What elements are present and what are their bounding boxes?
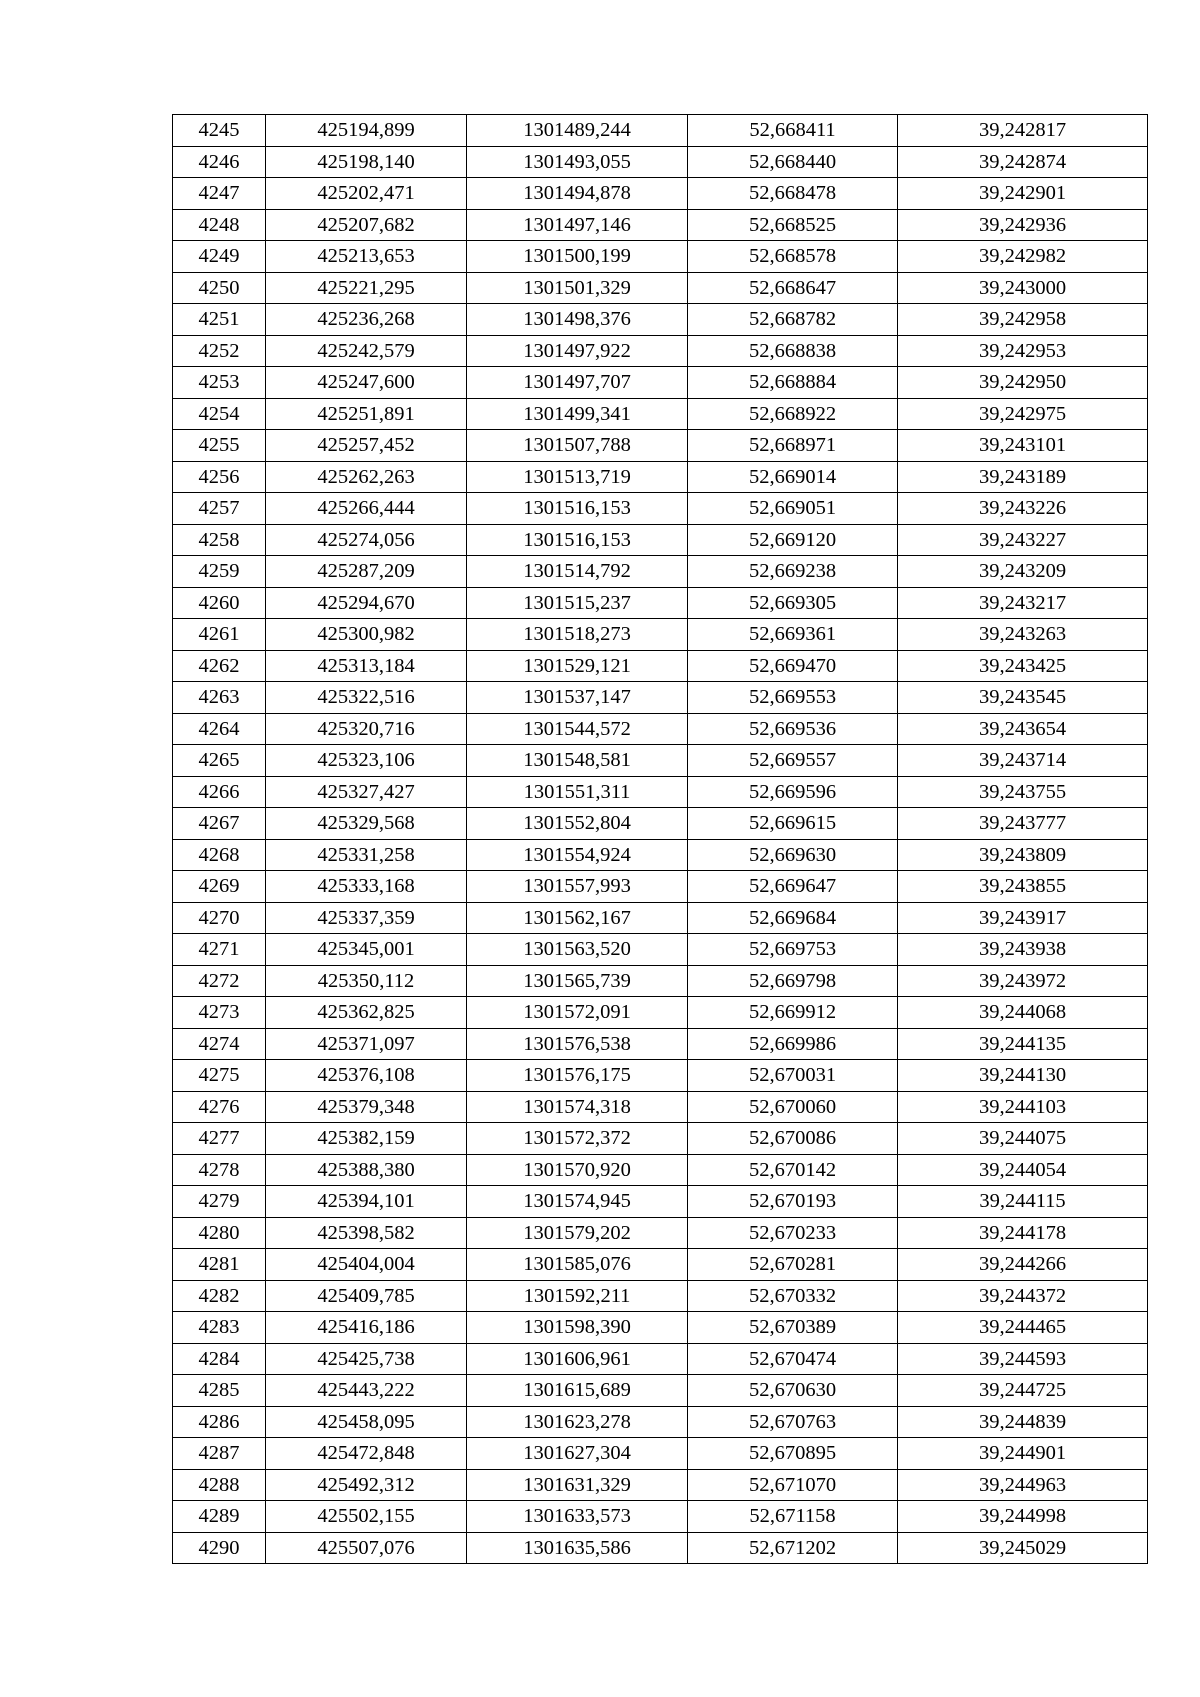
y-coordinate-cell: 1301513,719 xyxy=(467,461,688,493)
table-row xyxy=(173,556,1148,588)
y-coordinate-cell: 1301631,329 xyxy=(467,1469,688,1501)
latitude-cell: 52,671070 xyxy=(688,1469,898,1501)
table-row xyxy=(173,839,1148,871)
x-coordinate-cell: 425322,516 xyxy=(266,682,467,714)
point-number-cell: 4288 xyxy=(173,1469,266,1501)
latitude-cell: 52,669596 xyxy=(688,776,898,808)
y-coordinate-cell: 1301572,372 xyxy=(467,1123,688,1155)
table-row xyxy=(173,997,1148,1029)
point-number-cell: 4267 xyxy=(173,808,266,840)
point-number-cell: 4279 xyxy=(173,1186,266,1218)
latitude-cell: 52,670895 xyxy=(688,1438,898,1470)
longitude-cell: 39,242817 xyxy=(898,115,1148,147)
longitude-cell: 39,244725 xyxy=(898,1375,1148,1407)
longitude-cell: 39,244130 xyxy=(898,1060,1148,1092)
table-row xyxy=(173,1375,1148,1407)
x-coordinate-cell: 425323,106 xyxy=(266,745,467,777)
latitude-cell: 52,669238 xyxy=(688,556,898,588)
latitude-cell: 52,669753 xyxy=(688,934,898,966)
longitude-cell: 39,243917 xyxy=(898,902,1148,934)
table-row xyxy=(173,1217,1148,1249)
latitude-cell: 52,670389 xyxy=(688,1312,898,1344)
longitude-cell: 39,244593 xyxy=(898,1343,1148,1375)
table-row xyxy=(173,461,1148,493)
longitude-cell: 39,244103 xyxy=(898,1091,1148,1123)
point-number-cell: 4290 xyxy=(173,1532,266,1564)
x-coordinate-cell: 425313,184 xyxy=(266,650,467,682)
x-coordinate-cell: 425236,268 xyxy=(266,304,467,336)
longitude-cell: 39,242958 xyxy=(898,304,1148,336)
y-coordinate-cell: 1301615,689 xyxy=(467,1375,688,1407)
x-coordinate-cell: 425443,222 xyxy=(266,1375,467,1407)
table-row xyxy=(173,367,1148,399)
longitude-cell: 39,242936 xyxy=(898,209,1148,241)
y-coordinate-cell: 1301497,146 xyxy=(467,209,688,241)
y-coordinate-cell: 1301563,520 xyxy=(467,934,688,966)
latitude-cell: 52,670086 xyxy=(688,1123,898,1155)
table-row xyxy=(173,272,1148,304)
longitude-cell: 39,243938 xyxy=(898,934,1148,966)
y-coordinate-cell: 1301627,304 xyxy=(467,1438,688,1470)
point-number-cell: 4272 xyxy=(173,965,266,997)
longitude-cell: 39,243101 xyxy=(898,430,1148,462)
point-number-cell: 4249 xyxy=(173,241,266,273)
longitude-cell: 39,244068 xyxy=(898,997,1148,1029)
latitude-cell: 52,668411 xyxy=(688,115,898,147)
table-row xyxy=(173,146,1148,178)
y-coordinate-cell: 1301548,581 xyxy=(467,745,688,777)
x-coordinate-cell: 425331,258 xyxy=(266,839,467,871)
x-coordinate-cell: 425425,738 xyxy=(266,1343,467,1375)
latitude-cell: 52,669986 xyxy=(688,1028,898,1060)
y-coordinate-cell: 1301489,244 xyxy=(467,115,688,147)
latitude-cell: 52,669120 xyxy=(688,524,898,556)
longitude-cell: 39,243755 xyxy=(898,776,1148,808)
point-number-cell: 4277 xyxy=(173,1123,266,1155)
longitude-cell: 39,243263 xyxy=(898,619,1148,651)
latitude-cell: 52,670332 xyxy=(688,1280,898,1312)
y-coordinate-cell: 1301500,199 xyxy=(467,241,688,273)
latitude-cell: 52,669647 xyxy=(688,871,898,903)
latitude-cell: 52,669630 xyxy=(688,839,898,871)
point-number-cell: 4289 xyxy=(173,1501,266,1533)
point-number-cell: 4280 xyxy=(173,1217,266,1249)
y-coordinate-cell: 1301562,167 xyxy=(467,902,688,934)
y-coordinate-cell: 1301623,278 xyxy=(467,1406,688,1438)
latitude-cell: 52,670233 xyxy=(688,1217,898,1249)
x-coordinate-cell: 425247,600 xyxy=(266,367,467,399)
latitude-cell: 52,668440 xyxy=(688,146,898,178)
x-coordinate-cell: 425213,653 xyxy=(266,241,467,273)
x-coordinate-cell: 425300,982 xyxy=(266,619,467,651)
table-row xyxy=(173,1532,1148,1564)
table-row xyxy=(173,1406,1148,1438)
table-row xyxy=(173,493,1148,525)
y-coordinate-cell: 1301570,920 xyxy=(467,1154,688,1186)
x-coordinate-cell: 425194,899 xyxy=(266,115,467,147)
x-coordinate-cell: 425502,155 xyxy=(266,1501,467,1533)
y-coordinate-cell: 1301552,804 xyxy=(467,808,688,840)
latitude-cell: 52,669470 xyxy=(688,650,898,682)
longitude-cell: 39,244465 xyxy=(898,1312,1148,1344)
x-coordinate-cell: 425416,186 xyxy=(266,1312,467,1344)
y-coordinate-cell: 1301501,329 xyxy=(467,272,688,304)
longitude-cell: 39,244901 xyxy=(898,1438,1148,1470)
point-number-cell: 4257 xyxy=(173,493,266,525)
y-coordinate-cell: 1301507,788 xyxy=(467,430,688,462)
y-coordinate-cell: 1301518,273 xyxy=(467,619,688,651)
longitude-cell: 39,242975 xyxy=(898,398,1148,430)
y-coordinate-cell: 1301498,376 xyxy=(467,304,688,336)
point-number-cell: 4247 xyxy=(173,178,266,210)
latitude-cell: 52,670763 xyxy=(688,1406,898,1438)
longitude-cell: 39,243714 xyxy=(898,745,1148,777)
point-number-cell: 4281 xyxy=(173,1249,266,1281)
table-row xyxy=(173,1501,1148,1533)
y-coordinate-cell: 1301551,311 xyxy=(467,776,688,808)
latitude-cell: 52,669557 xyxy=(688,745,898,777)
latitude-cell: 52,668884 xyxy=(688,367,898,399)
x-coordinate-cell: 425251,891 xyxy=(266,398,467,430)
x-coordinate-cell: 425287,209 xyxy=(266,556,467,588)
x-coordinate-cell: 425472,848 xyxy=(266,1438,467,1470)
x-coordinate-cell: 425274,056 xyxy=(266,524,467,556)
point-number-cell: 4259 xyxy=(173,556,266,588)
table-row xyxy=(173,115,1148,147)
x-coordinate-cell: 425362,825 xyxy=(266,997,467,1029)
longitude-cell: 39,245029 xyxy=(898,1532,1148,1564)
latitude-cell: 52,669361 xyxy=(688,619,898,651)
latitude-cell: 52,669051 xyxy=(688,493,898,525)
table-row xyxy=(173,1312,1148,1344)
latitude-cell: 52,668782 xyxy=(688,304,898,336)
y-coordinate-cell: 1301574,945 xyxy=(467,1186,688,1218)
longitude-cell: 39,243226 xyxy=(898,493,1148,525)
point-number-cell: 4245 xyxy=(173,115,266,147)
x-coordinate-cell: 425329,568 xyxy=(266,808,467,840)
longitude-cell: 39,243777 xyxy=(898,808,1148,840)
latitude-cell: 52,669553 xyxy=(688,682,898,714)
latitude-cell: 52,669536 xyxy=(688,713,898,745)
y-coordinate-cell: 1301516,153 xyxy=(467,524,688,556)
latitude-cell: 52,669305 xyxy=(688,587,898,619)
y-coordinate-cell: 1301606,961 xyxy=(467,1343,688,1375)
x-coordinate-cell: 425333,168 xyxy=(266,871,467,903)
x-coordinate-cell: 425207,682 xyxy=(266,209,467,241)
table-row xyxy=(173,682,1148,714)
point-number-cell: 4284 xyxy=(173,1343,266,1375)
table-row xyxy=(173,1249,1148,1281)
x-coordinate-cell: 425394,101 xyxy=(266,1186,467,1218)
point-number-cell: 4275 xyxy=(173,1060,266,1092)
y-coordinate-cell: 1301554,924 xyxy=(467,839,688,871)
longitude-cell: 39,243545 xyxy=(898,682,1148,714)
point-number-cell: 4262 xyxy=(173,650,266,682)
latitude-cell: 52,668525 xyxy=(688,209,898,241)
latitude-cell: 52,668838 xyxy=(688,335,898,367)
point-number-cell: 4263 xyxy=(173,682,266,714)
longitude-cell: 39,244054 xyxy=(898,1154,1148,1186)
latitude-cell: 52,668647 xyxy=(688,272,898,304)
table-row xyxy=(173,1186,1148,1218)
x-coordinate-cell: 425409,785 xyxy=(266,1280,467,1312)
longitude-cell: 39,244115 xyxy=(898,1186,1148,1218)
table-row xyxy=(173,1060,1148,1092)
point-number-cell: 4285 xyxy=(173,1375,266,1407)
latitude-cell: 52,670630 xyxy=(688,1375,898,1407)
longitude-cell: 39,243217 xyxy=(898,587,1148,619)
x-coordinate-cell: 425382,159 xyxy=(266,1123,467,1155)
latitude-cell: 52,670031 xyxy=(688,1060,898,1092)
table-row xyxy=(173,587,1148,619)
longitude-cell: 39,244963 xyxy=(898,1469,1148,1501)
table-row xyxy=(173,650,1148,682)
table-row xyxy=(173,1154,1148,1186)
latitude-cell: 52,670142 xyxy=(688,1154,898,1186)
table-row xyxy=(173,776,1148,808)
table-row xyxy=(173,1123,1148,1155)
x-coordinate-cell: 425266,444 xyxy=(266,493,467,525)
longitude-cell: 39,242874 xyxy=(898,146,1148,178)
longitude-cell: 39,244998 xyxy=(898,1501,1148,1533)
x-coordinate-cell: 425262,263 xyxy=(266,461,467,493)
latitude-cell: 52,671158 xyxy=(688,1501,898,1533)
latitude-cell: 52,670193 xyxy=(688,1186,898,1218)
longitude-cell: 39,243972 xyxy=(898,965,1148,997)
x-coordinate-cell: 425371,097 xyxy=(266,1028,467,1060)
y-coordinate-cell: 1301565,739 xyxy=(467,965,688,997)
latitude-cell: 52,668578 xyxy=(688,241,898,273)
y-coordinate-cell: 1301598,390 xyxy=(467,1312,688,1344)
x-coordinate-cell: 425257,452 xyxy=(266,430,467,462)
latitude-cell: 52,670281 xyxy=(688,1249,898,1281)
x-coordinate-cell: 425221,295 xyxy=(266,272,467,304)
table-row xyxy=(173,398,1148,430)
table-row xyxy=(173,335,1148,367)
point-number-cell: 4253 xyxy=(173,367,266,399)
longitude-cell: 39,242901 xyxy=(898,178,1148,210)
table-row xyxy=(173,430,1148,462)
table-row xyxy=(173,1028,1148,1060)
x-coordinate-cell: 425404,004 xyxy=(266,1249,467,1281)
y-coordinate-cell: 1301635,586 xyxy=(467,1532,688,1564)
table-row xyxy=(173,934,1148,966)
x-coordinate-cell: 425398,582 xyxy=(266,1217,467,1249)
point-number-cell: 4254 xyxy=(173,398,266,430)
latitude-cell: 52,670474 xyxy=(688,1343,898,1375)
point-number-cell: 4269 xyxy=(173,871,266,903)
latitude-cell: 52,669684 xyxy=(688,902,898,934)
latitude-cell: 52,668971 xyxy=(688,430,898,462)
x-coordinate-cell: 425388,380 xyxy=(266,1154,467,1186)
longitude-cell: 39,244372 xyxy=(898,1280,1148,1312)
latitude-cell: 52,668922 xyxy=(688,398,898,430)
table-row xyxy=(173,713,1148,745)
point-number-cell: 4251 xyxy=(173,304,266,336)
table-row xyxy=(173,619,1148,651)
point-number-cell: 4266 xyxy=(173,776,266,808)
x-coordinate-cell: 425492,312 xyxy=(266,1469,467,1501)
latitude-cell: 52,670060 xyxy=(688,1091,898,1123)
longitude-cell: 39,243227 xyxy=(898,524,1148,556)
point-number-cell: 4270 xyxy=(173,902,266,934)
point-number-cell: 4246 xyxy=(173,146,266,178)
latitude-cell: 52,671202 xyxy=(688,1532,898,1564)
point-number-cell: 4287 xyxy=(173,1438,266,1470)
y-coordinate-cell: 1301576,538 xyxy=(467,1028,688,1060)
point-number-cell: 4283 xyxy=(173,1312,266,1344)
longitude-cell: 39,243809 xyxy=(898,839,1148,871)
x-coordinate-cell: 425320,716 xyxy=(266,713,467,745)
table-row xyxy=(173,745,1148,777)
longitude-cell: 39,243000 xyxy=(898,272,1148,304)
longitude-cell: 39,243189 xyxy=(898,461,1148,493)
longitude-cell: 39,242953 xyxy=(898,335,1148,367)
longitude-cell: 39,244075 xyxy=(898,1123,1148,1155)
y-coordinate-cell: 1301497,707 xyxy=(467,367,688,399)
table-row xyxy=(173,1343,1148,1375)
y-coordinate-cell: 1301514,792 xyxy=(467,556,688,588)
longitude-cell: 39,243654 xyxy=(898,713,1148,745)
point-number-cell: 4252 xyxy=(173,335,266,367)
y-coordinate-cell: 1301579,202 xyxy=(467,1217,688,1249)
point-number-cell: 4273 xyxy=(173,997,266,1029)
latitude-cell: 52,669615 xyxy=(688,808,898,840)
table-row xyxy=(173,902,1148,934)
y-coordinate-cell: 1301576,175 xyxy=(467,1060,688,1092)
point-number-cell: 4276 xyxy=(173,1091,266,1123)
y-coordinate-cell: 1301592,211 xyxy=(467,1280,688,1312)
x-coordinate-cell: 425507,076 xyxy=(266,1532,467,1564)
point-number-cell: 4250 xyxy=(173,272,266,304)
longitude-cell: 39,244178 xyxy=(898,1217,1148,1249)
point-number-cell: 4255 xyxy=(173,430,266,462)
table-row xyxy=(173,1280,1148,1312)
longitude-cell: 39,243209 xyxy=(898,556,1148,588)
coordinates-table-body xyxy=(173,115,1148,1564)
point-number-cell: 4286 xyxy=(173,1406,266,1438)
table-row xyxy=(173,178,1148,210)
table-row xyxy=(173,808,1148,840)
latitude-cell: 52,669798 xyxy=(688,965,898,997)
point-number-cell: 4265 xyxy=(173,745,266,777)
x-coordinate-cell: 425198,140 xyxy=(266,146,467,178)
y-coordinate-cell: 1301544,572 xyxy=(467,713,688,745)
latitude-cell: 52,668478 xyxy=(688,178,898,210)
longitude-cell: 39,244266 xyxy=(898,1249,1148,1281)
point-number-cell: 4248 xyxy=(173,209,266,241)
x-coordinate-cell: 425202,471 xyxy=(266,178,467,210)
x-coordinate-cell: 425294,670 xyxy=(266,587,467,619)
point-number-cell: 4260 xyxy=(173,587,266,619)
point-number-cell: 4274 xyxy=(173,1028,266,1060)
table-row xyxy=(173,1091,1148,1123)
x-coordinate-cell: 425327,427 xyxy=(266,776,467,808)
x-coordinate-cell: 425337,359 xyxy=(266,902,467,934)
table-row xyxy=(173,241,1148,273)
longitude-cell: 39,244839 xyxy=(898,1406,1148,1438)
point-number-cell: 4256 xyxy=(173,461,266,493)
y-coordinate-cell: 1301633,573 xyxy=(467,1501,688,1533)
y-coordinate-cell: 1301585,076 xyxy=(467,1249,688,1281)
table-row xyxy=(173,871,1148,903)
y-coordinate-cell: 1301499,341 xyxy=(467,398,688,430)
longitude-cell: 39,242950 xyxy=(898,367,1148,399)
point-number-cell: 4258 xyxy=(173,524,266,556)
x-coordinate-cell: 425376,108 xyxy=(266,1060,467,1092)
y-coordinate-cell: 1301537,147 xyxy=(467,682,688,714)
x-coordinate-cell: 425242,579 xyxy=(266,335,467,367)
y-coordinate-cell: 1301497,922 xyxy=(467,335,688,367)
coordinates-table xyxy=(172,114,1148,1564)
y-coordinate-cell: 1301516,153 xyxy=(467,493,688,525)
y-coordinate-cell: 1301572,091 xyxy=(467,997,688,1029)
point-number-cell: 4261 xyxy=(173,619,266,651)
table-row xyxy=(173,1438,1148,1470)
longitude-cell: 39,242982 xyxy=(898,241,1148,273)
point-number-cell: 4278 xyxy=(173,1154,266,1186)
y-coordinate-cell: 1301493,055 xyxy=(467,146,688,178)
y-coordinate-cell: 1301515,237 xyxy=(467,587,688,619)
y-coordinate-cell: 1301557,993 xyxy=(467,871,688,903)
point-number-cell: 4271 xyxy=(173,934,266,966)
latitude-cell: 52,669014 xyxy=(688,461,898,493)
table-row xyxy=(173,209,1148,241)
y-coordinate-cell: 1301494,878 xyxy=(467,178,688,210)
x-coordinate-cell: 425379,348 xyxy=(266,1091,467,1123)
point-number-cell: 4268 xyxy=(173,839,266,871)
point-number-cell: 4282 xyxy=(173,1280,266,1312)
y-coordinate-cell: 1301574,318 xyxy=(467,1091,688,1123)
longitude-cell: 39,243855 xyxy=(898,871,1148,903)
x-coordinate-cell: 425345,001 xyxy=(266,934,467,966)
table-row xyxy=(173,1469,1148,1501)
point-number-cell: 4264 xyxy=(173,713,266,745)
latitude-cell: 52,669912 xyxy=(688,997,898,1029)
table-row xyxy=(173,524,1148,556)
longitude-cell: 39,244135 xyxy=(898,1028,1148,1060)
x-coordinate-cell: 425350,112 xyxy=(266,965,467,997)
table-row xyxy=(173,965,1148,997)
y-coordinate-cell: 1301529,121 xyxy=(467,650,688,682)
longitude-cell: 39,243425 xyxy=(898,650,1148,682)
x-coordinate-cell: 425458,095 xyxy=(266,1406,467,1438)
table-row xyxy=(173,304,1148,336)
